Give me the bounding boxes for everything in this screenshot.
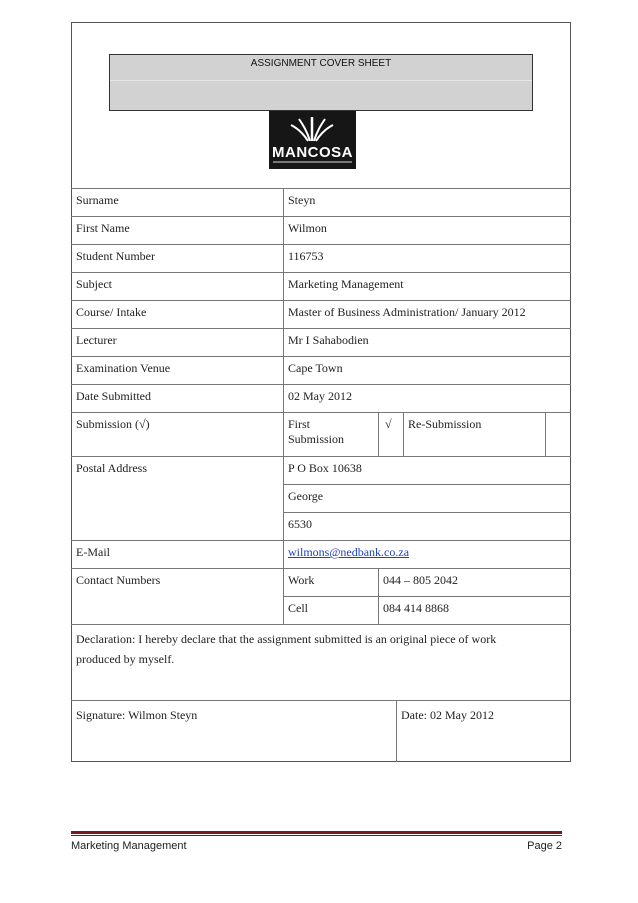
logo-tagline: [273, 161, 352, 163]
email-link[interactable]: wilmons@nedbank.co.za: [288, 545, 410, 559]
postal-line3: 6530: [288, 517, 312, 531]
submission-label: Submission (√): [76, 417, 150, 431]
logo-wordmark: MANCOSA: [272, 144, 353, 161]
column-divider: [545, 412, 546, 456]
first-name-value: Wilmon: [288, 221, 327, 235]
contact-label: Contact Numbers: [76, 573, 161, 587]
header-title: ASSIGNMENT COVER SHEET: [250, 58, 392, 69]
header-box: [109, 54, 533, 111]
subject-label: Subject: [76, 277, 112, 291]
surname-value: Steyn: [288, 193, 316, 207]
cell-number: 084 414 8868: [383, 601, 449, 615]
postal-line2: George: [288, 489, 324, 503]
submission-check: √: [385, 417, 392, 431]
work-label: Work: [288, 573, 315, 587]
signature-date: Date: 02 May 2012: [401, 708, 494, 722]
resubmission-option: Re-Submission: [408, 417, 482, 431]
course-label: Course/ Intake: [76, 305, 147, 319]
venue-label: Examination Venue: [76, 361, 171, 375]
work-number: 044 – 805 2042: [383, 573, 458, 587]
postal-line1: P O Box 10638: [288, 461, 362, 475]
first-name-label: First Name: [76, 221, 130, 235]
course-value: Master of Business Administration/ January 2012: [288, 305, 526, 319]
postal-label: Postal Address: [76, 461, 148, 475]
footer-rule-thick: [71, 831, 562, 834]
venue-value: Cape Town: [288, 361, 343, 375]
first-submission-option: [283, 412, 378, 447]
footer-title: Marketing Management: [71, 840, 187, 852]
email-cell: [283, 540, 571, 560]
date-submitted-label: Date Submitted: [76, 389, 151, 403]
declaration-line1: Declaration: I hereby declare that the assignment submitted is an original piece of work: [76, 632, 497, 646]
declaration-line2: produced by myself.: [76, 652, 175, 666]
first-submission-line2: Submission: [288, 432, 345, 446]
signature: Signature: Wilmon Steyn: [76, 708, 198, 722]
cell-label: Cell: [288, 601, 308, 615]
declaration: [71, 624, 571, 669]
lecturer-value: Mr I Sahabodien: [288, 333, 369, 347]
student-number-value: 116753: [288, 249, 324, 263]
lecturer-label: Lecturer: [76, 333, 117, 347]
page-number: Page 2: [527, 840, 562, 852]
subject-value: Marketing Management: [288, 277, 404, 291]
mancosa-logo: [269, 111, 356, 169]
header-divider: [110, 80, 532, 81]
email-label: E-Mail: [76, 545, 110, 559]
date-submitted-value: 02 May 2012: [288, 389, 352, 403]
surname-label: Surname: [76, 193, 119, 207]
student-number-label: Student Number: [76, 249, 155, 263]
first-submission-line1: First: [288, 417, 311, 431]
logo-emblem-icon: [269, 111, 356, 147]
footer-rule-thin: [71, 835, 562, 836]
